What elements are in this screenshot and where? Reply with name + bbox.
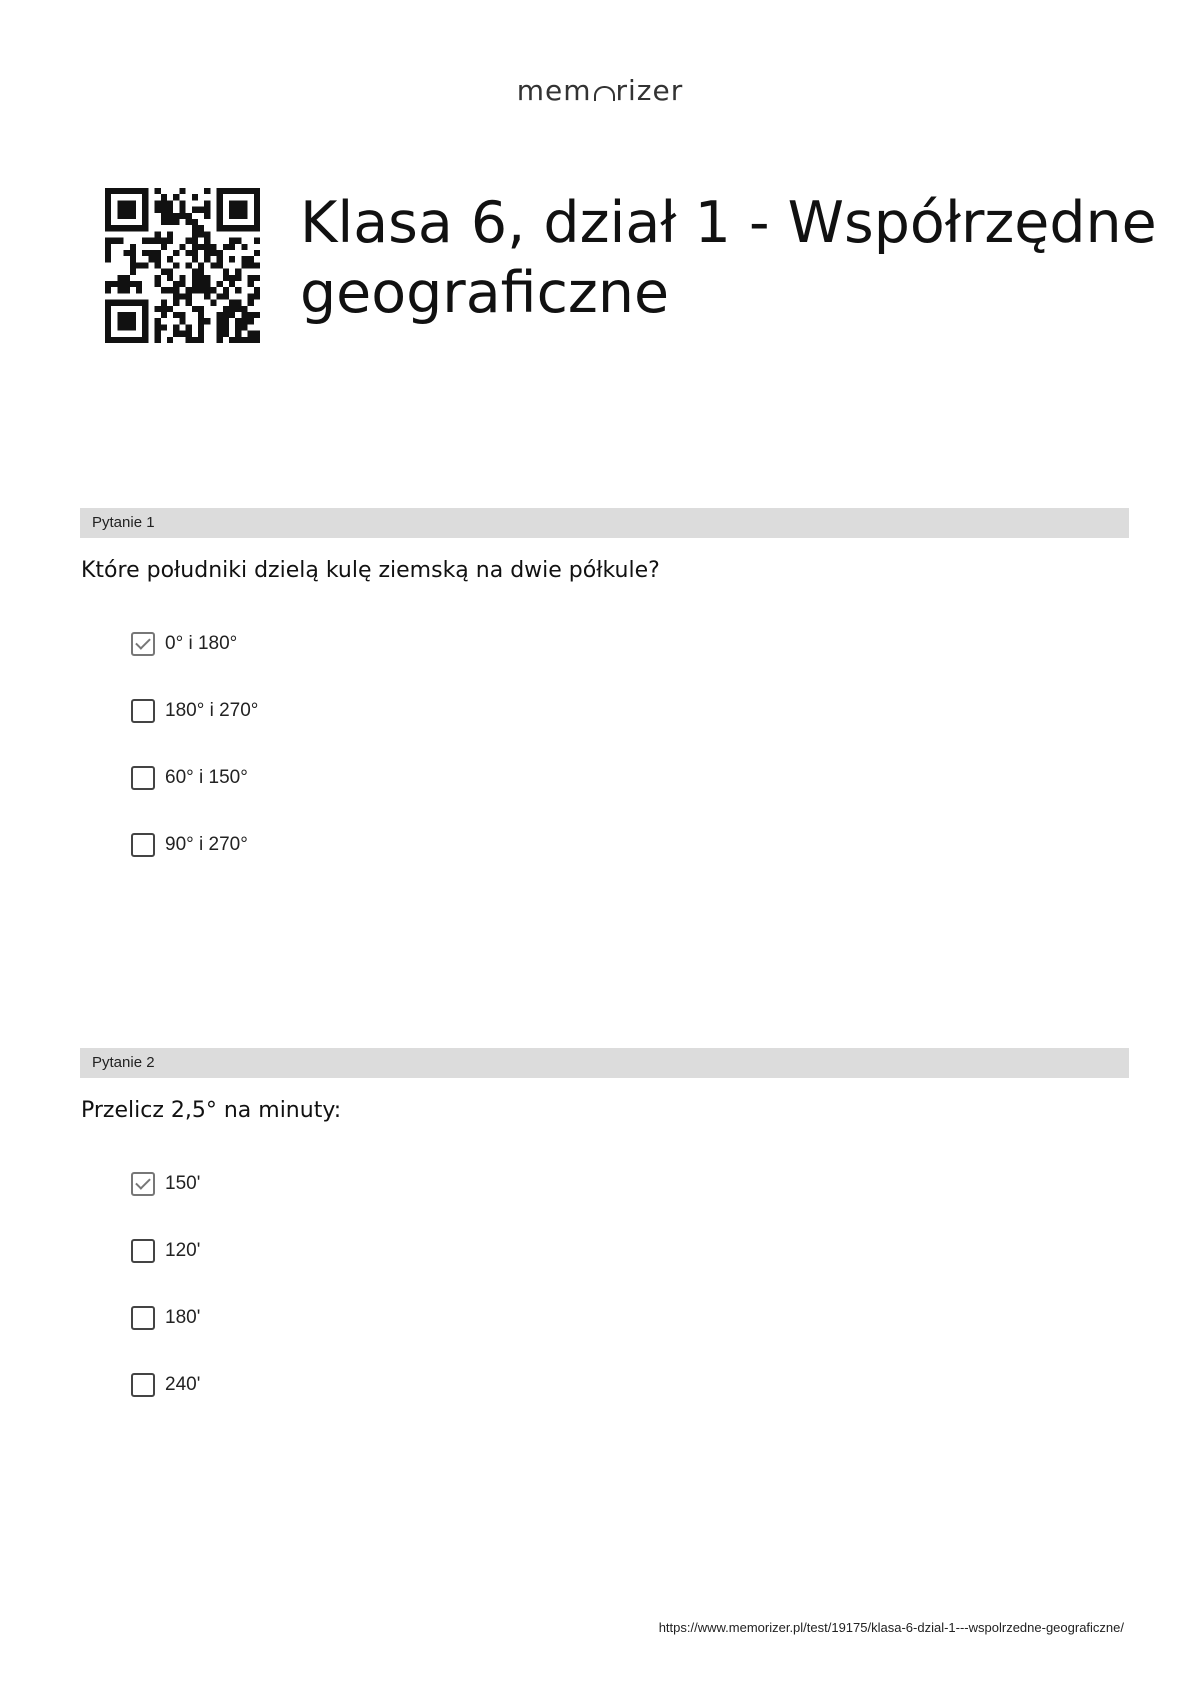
- option-label: 90° i 270°: [165, 834, 248, 855]
- option-label: 0° i 180°: [165, 633, 238, 654]
- option-label: 240': [165, 1374, 201, 1395]
- question-2-header: Pytanie 2: [80, 1048, 1129, 1078]
- qr-code-icon: [105, 188, 260, 343]
- logo-arc-icon: [594, 86, 615, 101]
- option-label: 60° i 150°: [165, 767, 248, 788]
- question-2-option-2[interactable]: [131, 1239, 200, 1263]
- checkbox-icon[interactable]: [131, 833, 155, 857]
- checkbox-icon[interactable]: [131, 699, 155, 723]
- option-label: 180° i 270°: [165, 700, 259, 721]
- question-1-option-1[interactable]: [131, 632, 237, 656]
- checkbox-icon[interactable]: [131, 1373, 155, 1397]
- question-2-option-4[interactable]: [131, 1373, 200, 1397]
- question-1-header: Pytanie 1: [80, 508, 1129, 538]
- footer-url[interactable]: https://www.memorizer.pl/test/19175/klasa-6-dzial-1---wspolrzedne-geograficzne/: [658, 1620, 1124, 1635]
- logo-text-left: mem: [516, 74, 592, 107]
- checkbox-icon[interactable]: [131, 1239, 155, 1263]
- checkbox-checked-icon[interactable]: [131, 1172, 155, 1196]
- question-1-text: Które południki dzielą kulę ziemską na dwie półkule?: [81, 558, 660, 583]
- logo-text-right: rizer: [615, 74, 684, 107]
- question-1-option-4[interactable]: [131, 833, 248, 857]
- question-2-option-1[interactable]: [131, 1172, 200, 1196]
- checkbox-icon[interactable]: [131, 766, 155, 790]
- option-label: 150': [165, 1173, 201, 1194]
- memorizer-logo: [0, 74, 1200, 107]
- question-1-option-2[interactable]: [131, 699, 258, 723]
- checkbox-checked-icon[interactable]: [131, 632, 155, 656]
- option-label: 180': [165, 1307, 201, 1328]
- page-title: Klasa 6, dział 1 - Współrzędne geograficzne: [300, 190, 1157, 326]
- question-1-option-3[interactable]: [131, 766, 248, 790]
- question-2-text: Przelicz 2,5° na minuty:: [81, 1098, 342, 1123]
- option-label: 120': [165, 1240, 201, 1261]
- checkbox-icon[interactable]: [131, 1306, 155, 1330]
- question-2-option-3[interactable]: [131, 1306, 200, 1330]
